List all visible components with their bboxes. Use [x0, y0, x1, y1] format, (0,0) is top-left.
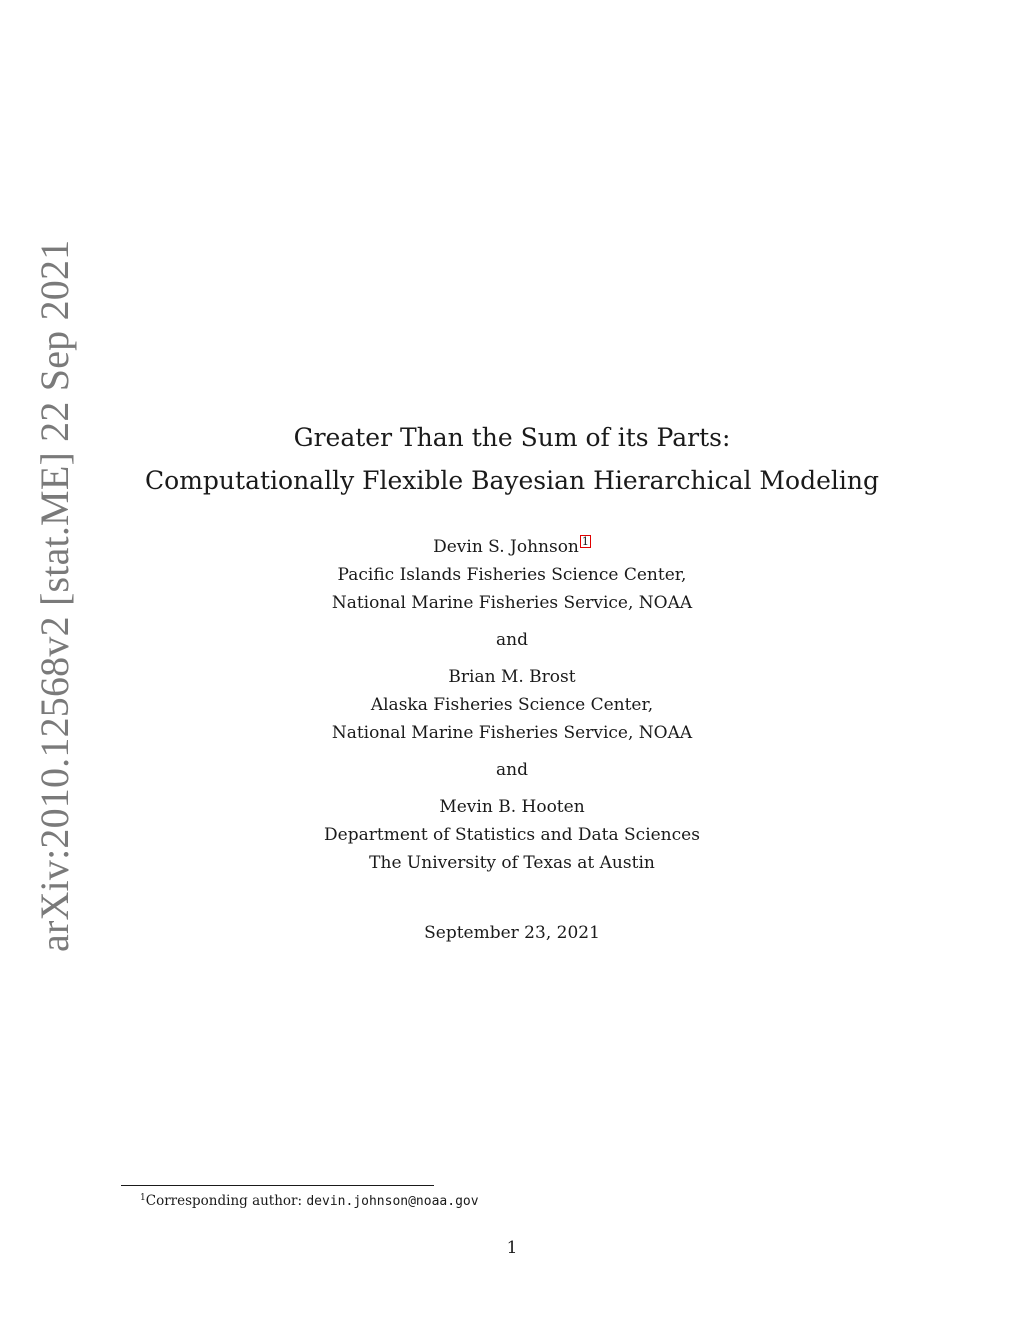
- footnote-divider: [121, 1185, 434, 1186]
- footnote-link[interactable]: 1: [581, 535, 589, 548]
- title-line-1: Greater Than the Sum of its Parts:: [293, 423, 731, 452]
- author-email-link[interactable]: devin.johnson@noaa.gov: [306, 1194, 479, 1209]
- footnote-text: Corresponding author:: [145, 1193, 307, 1209]
- affiliation-line: Alaska Fisheries Science Center,: [370, 695, 654, 715]
- author-name-hooten: Mevin B. Hooten: [439, 797, 585, 817]
- affiliation-line: National Marine Fisheries Service, NOAA: [331, 723, 693, 743]
- arxiv-identifier-stamp[interactable]: arXiv:2010.12568v2 [stat.ME] 22 Sep 2021: [32, 239, 77, 952]
- paper-date: September 23, 2021: [424, 923, 600, 943]
- author-name-text: Devin S. Johnson: [433, 537, 579, 557]
- affiliation-line: Pacific Islands Fisheries Science Center,: [337, 565, 687, 585]
- title-line-2: Computationally Flexible Bayesian Hierarchical Modeling: [145, 466, 879, 495]
- paper-title: [0, 416, 1024, 502]
- author-separator: and: [496, 630, 528, 650]
- author-name-brost: Brian M. Brost: [448, 667, 576, 687]
- author-separator: and: [496, 760, 528, 780]
- affiliation-line: National Marine Fisheries Service, NOAA: [331, 593, 693, 613]
- affiliation-line: The University of Texas at Austin: [369, 853, 655, 873]
- footnote-mark: 1: [140, 1193, 146, 1203]
- author-name-johnson: [0, 533, 1024, 561]
- affiliation-line: Department of Statistics and Data Sciences: [324, 825, 700, 845]
- footnote: [140, 1188, 479, 1212]
- author-block: [0, 533, 1024, 877]
- page-number: 1: [506, 1238, 518, 1258]
